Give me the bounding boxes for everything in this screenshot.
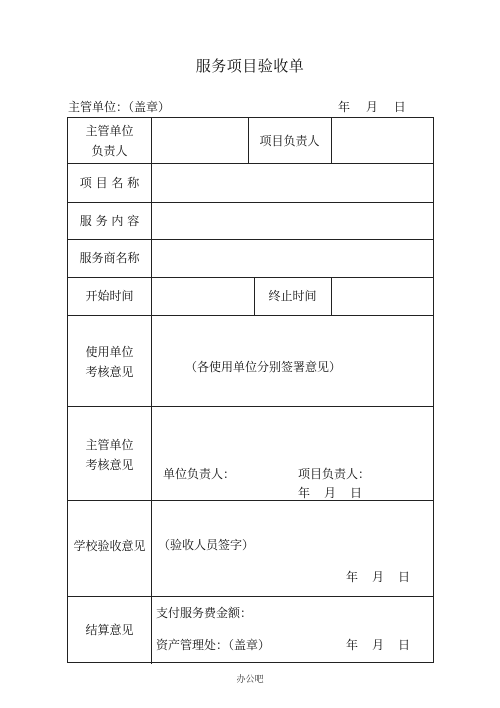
acceptance-form [67, 117, 434, 663]
column-divider [151, 118, 152, 664]
footer-watermark: 办公吧 [236, 675, 264, 685]
column-divider [331, 277, 332, 315]
page-title: 服务项目验收单 [195, 57, 305, 75]
settlement-label: 结算意见 [85, 623, 134, 637]
user-review-note: （各使用单位分别签署意见） [185, 360, 342, 374]
supervisor-review-date: 年 月 日 [298, 486, 363, 500]
school-acceptance-label: 学校验收意见 [73, 539, 146, 553]
unit-label: 主管单位：（盖章） [68, 100, 171, 114]
year-label: 年 [338, 100, 351, 114]
unit-head-label: 单位负责人： [163, 467, 236, 481]
row-divider [68, 277, 433, 278]
row-divider [68, 239, 433, 240]
supervisor-review-label: 主管单位 考核意见 [85, 438, 134, 472]
settlement-date: 年 月 日 [346, 638, 411, 652]
row-divider [68, 500, 433, 501]
row-divider [68, 596, 433, 597]
project-head-sign-label: 项目负责人： [298, 467, 371, 481]
row-divider [68, 163, 433, 164]
service-fee-amount-label: 支付服务费金额： [156, 606, 253, 620]
asset-office-label: 资产管理处：（盖章） [156, 638, 271, 652]
day-label: 日 [393, 100, 406, 114]
supervisor-head-label: 主管单位 负责人 [85, 124, 134, 158]
row-divider [68, 202, 433, 203]
row-divider [68, 406, 433, 407]
service-content-label: 服 务 内 容 [79, 214, 140, 228]
project-head-label: 项目负责人 [259, 134, 320, 148]
school-acceptance-date: 年 月 日 [346, 570, 411, 584]
user-review-label: 使用单位 考核意见 [85, 345, 134, 379]
column-divider [331, 118, 332, 163]
project-name-label: 项 目 名 称 [79, 176, 140, 190]
end-time-label: 终止时间 [268, 289, 317, 303]
provider-name-label: 服务商名称 [79, 251, 140, 265]
start-time-label: 开始时间 [85, 289, 134, 303]
school-acceptance-note: （验收人员签字） [158, 538, 255, 552]
header-date [338, 98, 418, 115]
row-divider [68, 315, 433, 316]
month-label: 月 [365, 100, 378, 114]
